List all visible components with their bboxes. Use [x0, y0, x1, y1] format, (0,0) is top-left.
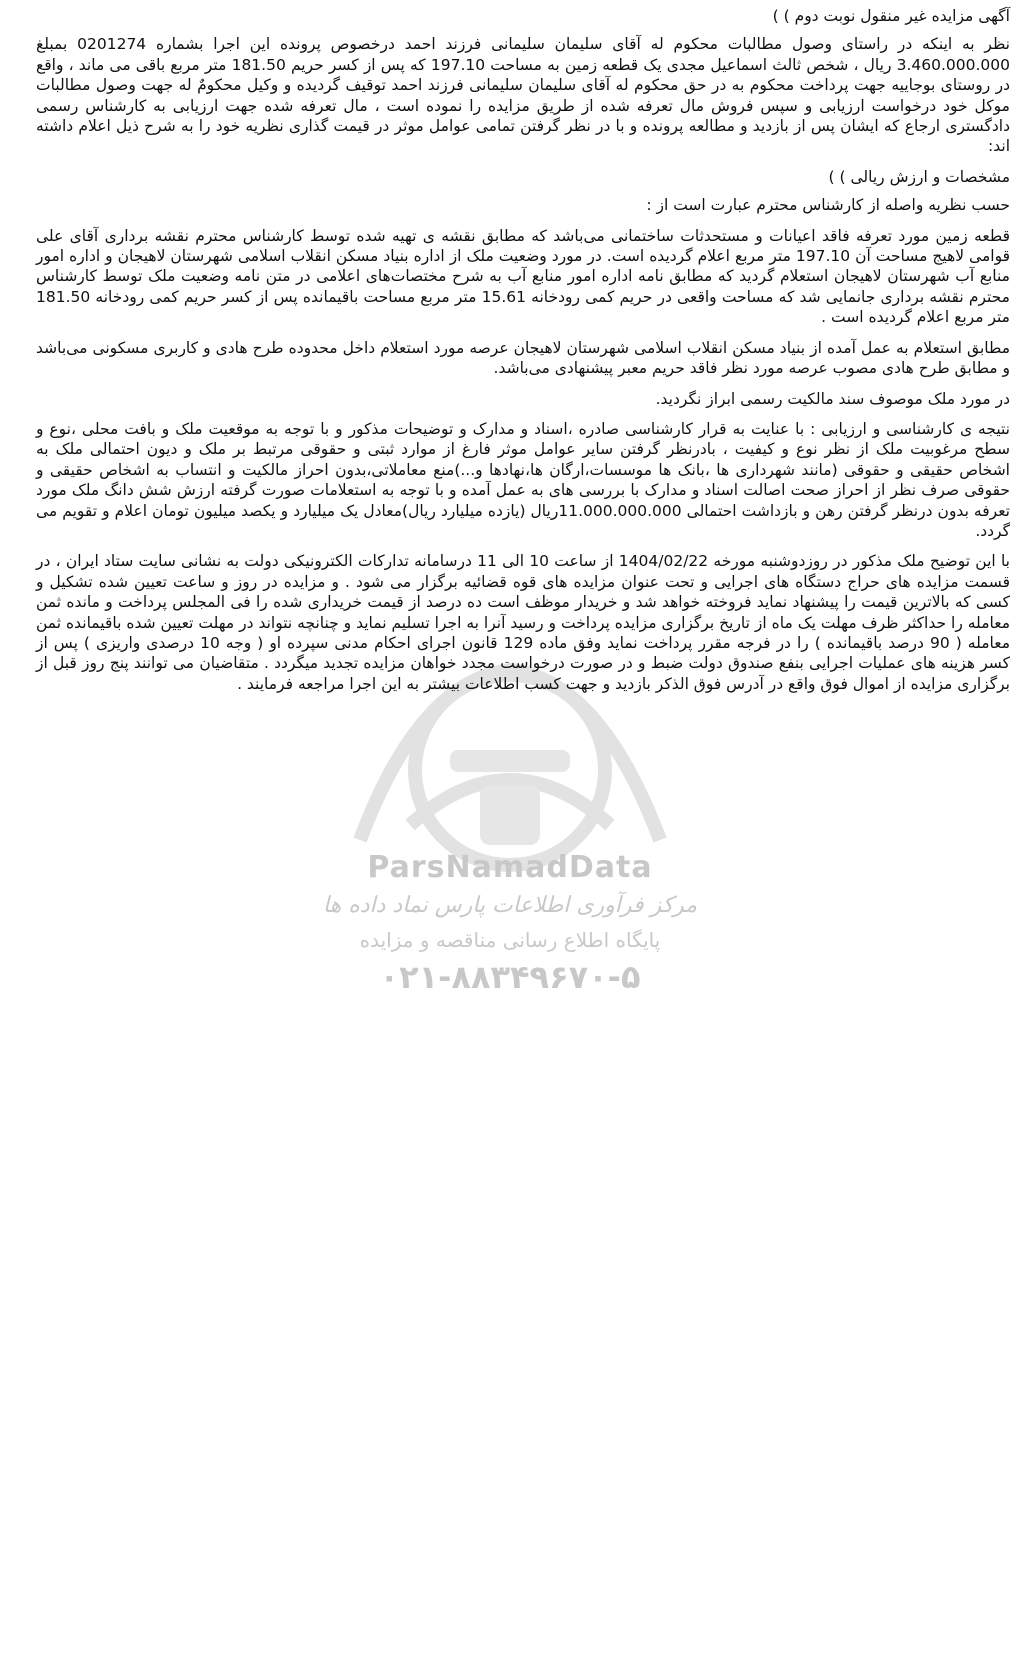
section-heading: مشخصات و ارزش ریالی ) ): [828, 167, 1010, 186]
notice-title: آگهی مزایده غیر منقول نوبت دوم ) ): [772, 7, 1010, 25]
watermark-brand: ParsNamadData: [367, 850, 653, 885]
intro-paragraph: نظر به اینکه در راستای وصول مطالبات محکوم له آقای سلیمان سلیمانی فرزند احمد درخصوص پرونده این اجرا بشماره 0201274 بمبلغ 3.460.000.000 ریال ، شخص ثالث اسماعیل مجدی یک قطعه زمین به مساحت 197.10 که پس از کسر حریم 181.50 متر مربع باقی می ماند ، واقع در روستای بوجاییه جهت پرداخت محکوم به در حق محکوم له آقای سلیمان سلیمانی فرزند احمد توقیف گردیده و وکیل محکومٌ له جهت وصول مطالبات موکل خود درخواست ارزیابی و سپس فروش مال تعرفه شده از طریق مزایده را نموده است ، مال تعرفه شده جهت ارزیابی به کارشناس رسمی دادگستری ارجاع که ایشان پس از بازدید و مطالعه پرونده و با در نظر گرفتن تمامی عوامل موثر در قیمت گذاری نظریه خود را به شرح ذیل اعلام داشته اند:: [36, 35, 1011, 156]
housing-inquiry: مطابق استعلام به عمل آمده از بنیاد مسکن انقلاب اسلامی شهرستان لاهیجان عرصه مورد استعلام داخل محدوده طرح هادی و کاربری مسکونی می‌باشد و مطابق طرح هادی مصوب عرصه مورد نظر فاقد حریم معبر پیشنهادی می‌باشد.: [36, 338, 1010, 378]
auction-notice: [36, 6, 1010, 704]
valuation-result: نتیجه ی کارشناسی و ارزیابی : با عنایت به قرار کارشناسی صادره ،اسناد و مدارک و توضیحات مذکور و با توجه به موقعیت ملک و بافت محلی ،نوع و سطح مرغوبیت ملک از نظر نوع و کیفیت ، بادرنظر گرفتن سایر عوامل موثر فارغ از موارد ثبتی و حقوقی مرتبط بر ملک و دیون احتمالی ملک به اشخاص حقیقی و حقوقی (مانند شهرداری ها ،بانک ها موسسات،ارگان ها،نهادها و...)منع معاملاتی،بدون احراز مالکیت و انتساب به اشخاص حقیقی و حقوقی صرف نظر از احراز صحت اصالت اسناد و مدارک با بررسی های به عمل آمده و با توجه به استعلامات صورت گرفته ارزش شش دانگ ملک مورد تعرفه بدون درنظر گرفتن رهن و بازداشت احتمالی 11.000.000.000ریال (یازده میلیارد ریال)معادل یک میلیارد و یکصد میلیون تومان اعلام و تقویم می گردد.: [36, 419, 1010, 540]
deed-status: در مورد ملک موصوف سند مالکیت رسمی ابراز نگردید.: [655, 389, 1010, 408]
expert-intro: حسب نظریه واصله از کارشناس محترم عبارت است از :: [646, 196, 1010, 215]
auction-terms: با این توضیح ملک مذکور در روزدوشنبه مورخه 1404/02/22 از ساعت 10 الی 11 درسامانه تدارکات الکترونیکی دولت به نشانی سایت ستاد ایران ، در قسمت مزایده های حراج دستگاه های اجرایی و تحت عنوان مزایده های قوه قضائیه برگزار می شود . و مزایده در روز و ساعت تعیین شده تشکیل و کسی که بالاترین قیمت را پیشنهاد نماید فروخته خواهد شد و خریدار موظف است ده درصد از قیمت خریداری شده را فی المجلس پرداخت و مانده ثمن معامله را حداکثر ظرف مهلت یک ماه از تاریخ برگزاری مزایده پرداخت و رسید آنرا به اجرا تسلیم نماید و چنانچه نتواند در مهلت تعیین شده باقیمانده ثمن معامله ( 90 درصد باقیمانده ) را در فرجه مقرر پرداخت نماید وفق ماده 129 قانون اجرای احکام مدنی سپرده او ( وجه 10 درصدی واریزی ) پس از کسر هزینه های عملیات اجرایی بنفع صندوق دولت ضبط و در صورت درخواست مجدد خواهان مزایده تجدید میگردد . متقاضیان می توانند پنج روز قبل از برگزاری مزایده از اموال فوق واقع در آدرس فوق الذکر بازدید و جهت کسب اطلاعات بیشتر به این اجرا مراجعه فرمایند .: [36, 552, 1011, 693]
watermark-tagline: پایگاه اطلاع رسانی مناقصه و مزایده: [359, 928, 661, 952]
property-description: قطعه زمین مورد تعرفه فاقد اعیانات و مستحدثات ساختمانی می‌باشد که مطابق نقشه ی تهیه شده توسط کارشناس محترم نقشه برداری آقای علی قوامی لاهیج مساحت آن 197.10 متر مربع اعلام گردیده است. در مورد وضعیت ملک از اداره بنیاد مسکن انقلاب اسلامی شهرستان لاهیجان و اداره امور منابع آب شهرستان لاهیجان استعلام گردید که مطابق نامه اداره امور منابع آب به شرح مختصات‌های اعلامی در متن نامه وضعیت ملک توسط کارشناس محترم نقشه برداری جانمایی شد که مساحت واقعی در حریم کمی رودخانه 15.61 متر مربع مساحت باقیمانده پس از کسر حریم کمی رودخانه 181.50 متر مربع اعلام گردیده است .: [36, 226, 1010, 327]
watermark-phone: ۰۲۱-۸۸۳۴۹۶۷۰-۵: [379, 958, 641, 996]
watermark-company-name: مرکز فرآوری اطلاعات پارس نماد داده ها: [322, 893, 698, 918]
